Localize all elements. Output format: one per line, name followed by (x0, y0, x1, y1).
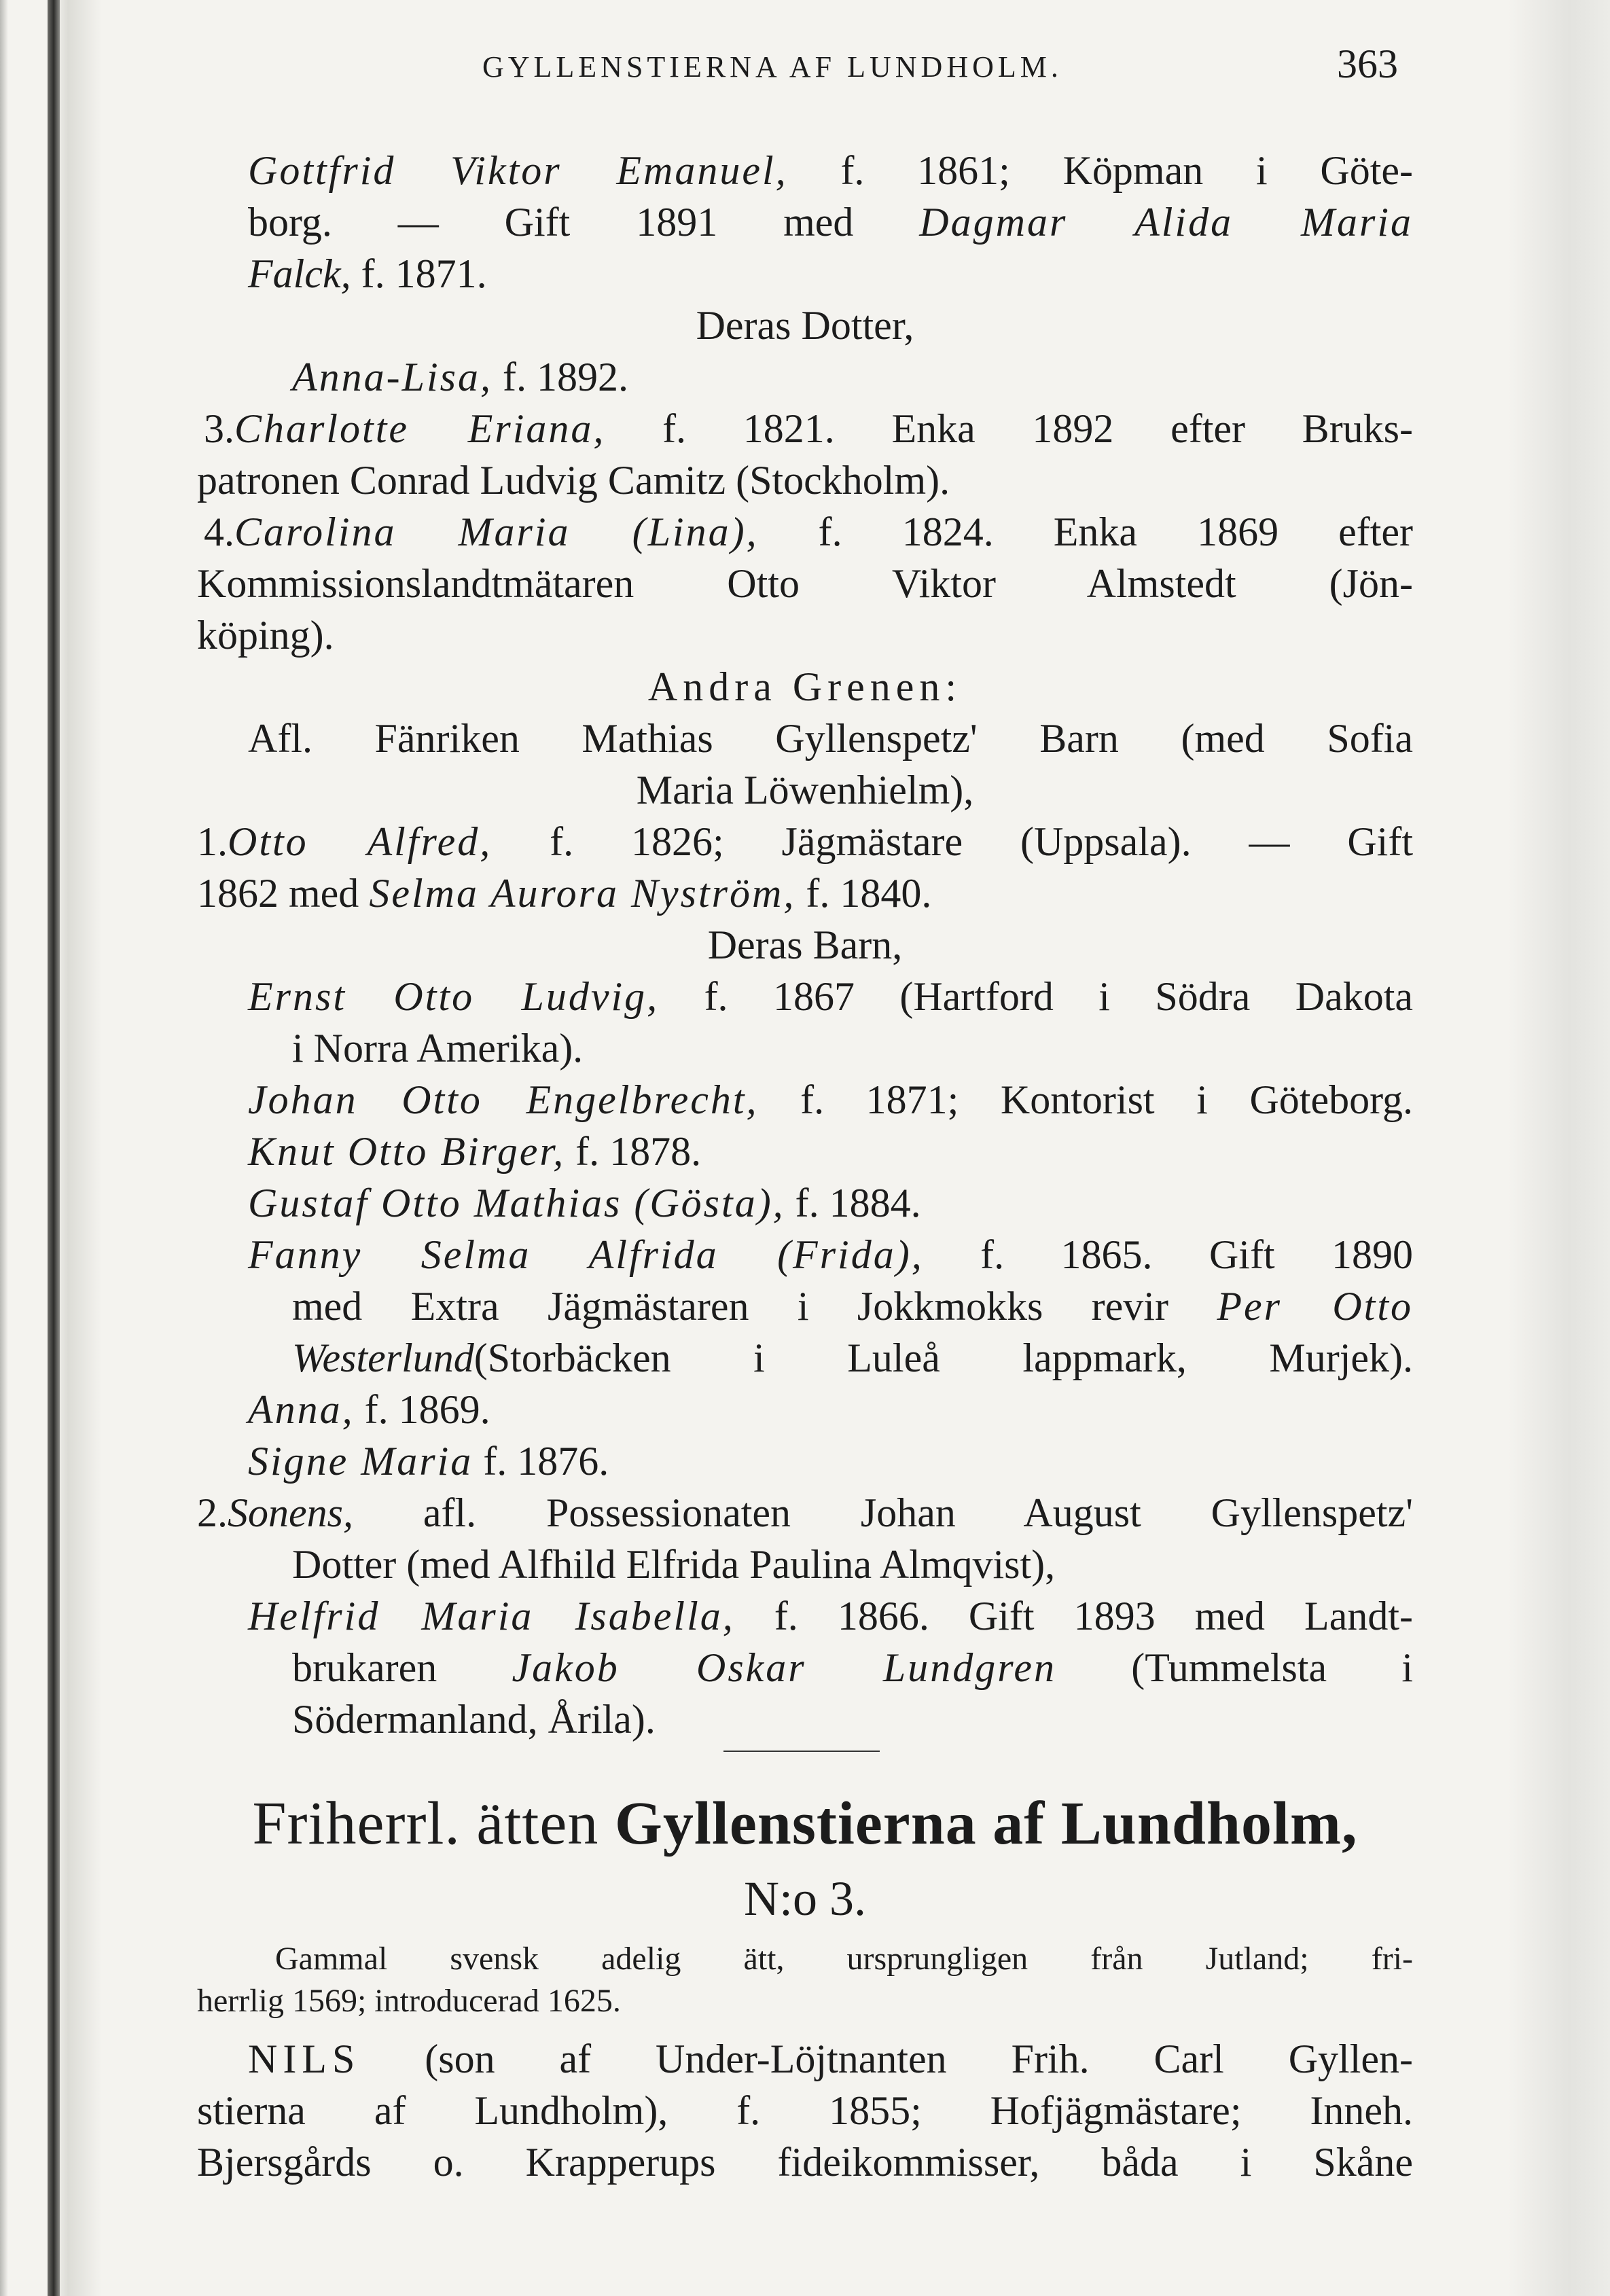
section-divider (723, 1751, 880, 1752)
entry-sonens-line2: Dotter (med Alfhild Elfrida Paulina Almqvist), (292, 1542, 1056, 1587)
entry-otto-line1: 1.Otto Alfred, f. 1826; Jägmästare (Uppsala). — Gift (197, 819, 1413, 864)
running-title: GYLLENSTIERNA AF LUNDHOLM. (482, 50, 1062, 84)
entry-carolina-line1: 4.Carolina Maria (Lina), f. 1824. Enka 1869 efter (204, 509, 1414, 554)
entry-carolina-line3: köping). (197, 613, 334, 658)
entry-helfrid-line2: brukaren Jakob Oskar Lundgren (Tummelsta i (292, 1645, 1414, 1690)
section-heading: Friherrl. ätten Gyllenstierna af Lundholm, (252, 1790, 1358, 1857)
entry-signe: Signe Maria f. 1876. (248, 1439, 609, 1484)
entry-otto-line2: 1862 med Selma Aurora Nyström, f. 1840. (197, 871, 932, 916)
entry-nils-line1: NILS (son af Under-Löjtnanten Frih. Carl Gyllen- (248, 2037, 1414, 2081)
entry-gottfrid-line2: borg. — Gift 1891 med Dagmar Alida Maria (248, 200, 1413, 245)
intro-line2: herrlig 1569; introducerad 1625. (197, 1983, 621, 2019)
afl-line1: Afl. Fänriken Mathias Gyllenspetz' Barn (med Sofia (248, 716, 1413, 761)
entry-nils-line2: stierna af Lundholm), f. 1855; Hofjägmästare; Inneh. (197, 2088, 1413, 2133)
entry-ernst-line1: Ernst Otto Ludvig, f. 1867 (Hartford i Södra Dakota (248, 974, 1413, 1019)
entry-helfrid-line1: Helfrid Maria Isabella, f. 1866. Gift 1893 med Landt- (248, 1594, 1413, 1638)
afl-line2: Maria Löwenhielm), (636, 768, 974, 812)
entry-fanny-line3: Westerlund(Storbäcken i Luleå lappmark, Murjek). (292, 1335, 1413, 1380)
subheading-andra-grenen: Andra Grenen: (647, 664, 963, 709)
entry-fanny-line2: med Extra Jägmästaren i Jokkmokks revir Per Otto (292, 1284, 1414, 1329)
entry-ernst-line2: i Norra Amerika). (292, 1026, 584, 1071)
book-page (197, 37, 1413, 2245)
entry-fanny-line1: Fanny Selma Alfrida (Frida), f. 1865. Gift 1890 (248, 1232, 1414, 1277)
entry-carolina-line2: Kommissionslandtmätaren Otto Viktor Almstedt (Jön- (197, 561, 1413, 606)
entry-sonens-line1: 2.Sonens, afl. Possessionaten Johan August Gyllenspetz' (197, 1490, 1414, 1535)
intro-line1: Gammal svensk adelig ätt, ursprungligen från Jutland; fri- (275, 1941, 1413, 1977)
subheading-deras-barn: Deras Barn, (707, 922, 903, 967)
entry-charlotte-line2: patronen Conrad Ludvig Camitz (Stockholm). (197, 458, 950, 503)
entry-gottfrid-line1: Gottfrid Viktor Emanuel, f. 1861; Köpman i Göte- (248, 148, 1414, 193)
subheading-deras-dotter: Deras Dotter, (696, 303, 914, 348)
running-header (197, 37, 1413, 112)
entry-gustaf: Gustaf Otto Mathias (Gösta), f. 1884. (248, 1181, 921, 1225)
entry-johan: Johan Otto Engelbrecht, f. 1871; Kontorist i Göteborg. (248, 1077, 1413, 1122)
page-number: 363 (1337, 41, 1398, 86)
entry-anna: Anna, f. 1869. (248, 1387, 490, 1432)
page-edge (1508, 0, 1610, 2296)
entry-anna-lisa: Anna-Lisa, f. 1892. (292, 355, 629, 399)
entry-charlotte-line1: 3.Charlotte Eriana, f. 1821. Enka 1892 efter Bruks- (204, 406, 1414, 451)
entry-helfrid-line3: Södermanland, Årila). (292, 1697, 656, 1742)
section-number: N:o 3. (744, 1871, 866, 1926)
entry-nils-line3: Bjersgårds o. Krapperups fideikommisser, båda i Skåne (197, 2140, 1413, 2185)
book-gutter (48, 0, 60, 2296)
entry-gottfrid-line3: Falck, f. 1871. (248, 251, 487, 296)
entry-knut: Knut Otto Birger, f. 1878. (248, 1129, 702, 1174)
